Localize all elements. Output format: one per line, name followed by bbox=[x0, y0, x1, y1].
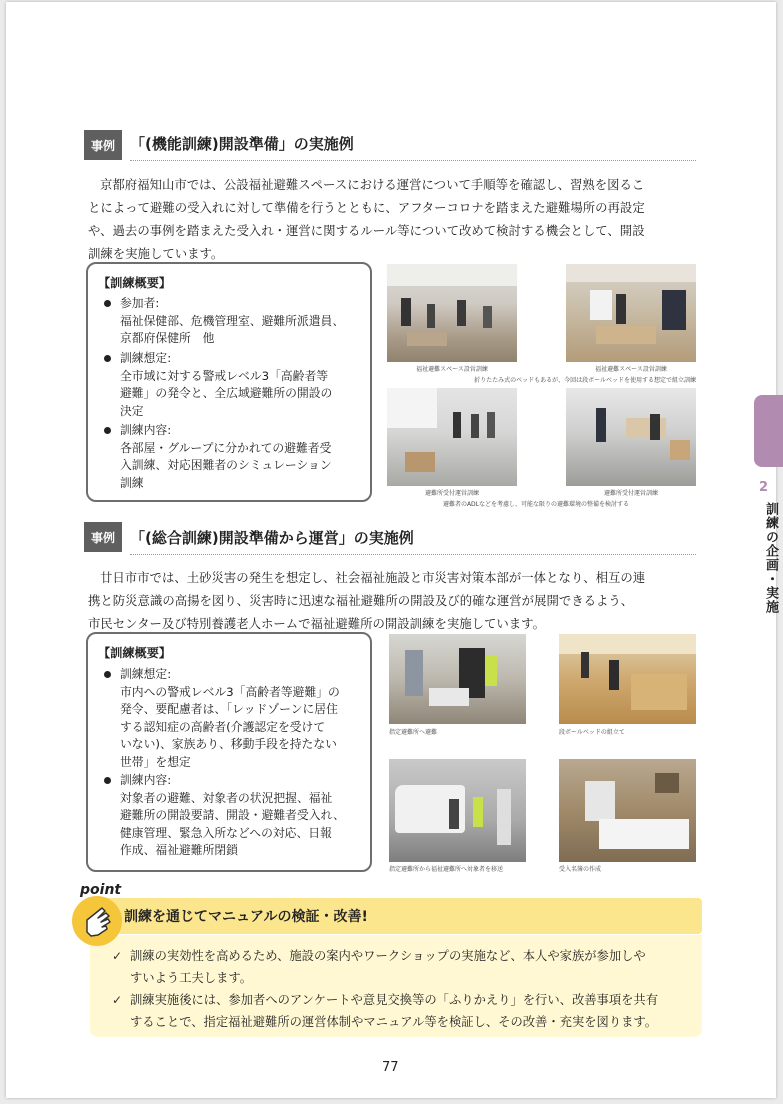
photo-note: 避難者のADLなどを考慮し、可能な限りの避難環境の整備を検討する bbox=[442, 501, 630, 508]
box-heading: 【訓練概要】 bbox=[98, 276, 172, 290]
point-title: 訓練を通じてマニュアルの検証・改善! bbox=[124, 909, 368, 925]
photo-caption: 福祉避難スペース設営訓練 bbox=[595, 366, 667, 373]
check-icon: ✓ bbox=[112, 949, 123, 963]
point-label: point bbox=[80, 882, 122, 898]
paragraph-line: 廿日市市では、土砂災害の発生を想定し、社会福祉施設と市災害対策本部が一体となり、相互の連 bbox=[100, 570, 646, 585]
bullet-icon bbox=[104, 300, 111, 307]
bullet-icon bbox=[104, 671, 111, 678]
summary-item: 参加者: 福祉保健部、危機管理室、避難所派遣員、 京都府保健所 他 bbox=[104, 295, 344, 348]
training-photo bbox=[559, 759, 696, 862]
paragraph-line: 京都府福知山市では、公設福祉避難スペースにおける運営について手順等を確認し、習熟を図るこ bbox=[100, 177, 645, 192]
photo-caption: 避難所受付運営訓練 bbox=[424, 490, 479, 497]
point-item: ✓ 訓練の実効性を高めるため、施設の案内やワークショップの実施など、本人や家族が参加しや すいよう工夫します。 bbox=[112, 945, 646, 989]
example-tag: 事例 bbox=[84, 522, 122, 552]
training-summary-box bbox=[86, 262, 372, 502]
bullet-icon bbox=[104, 427, 111, 434]
paragraph-line: 訓練を実施しています。 bbox=[88, 246, 224, 261]
bullet-icon bbox=[104, 355, 111, 362]
summary-item: 訓練内容: 対象者の避難、対象者の状況把握、福祉 避難所の開設要請、開設・避難者受入れ、 健康管理、緊急入所などへの対応、日報 作成、福祉避難所閉鎖 bbox=[104, 772, 345, 860]
hand-icon bbox=[72, 896, 122, 946]
chapter-number: 2 bbox=[759, 480, 769, 495]
example-tag: 事例 bbox=[84, 130, 122, 160]
photo-caption: 避難所受付運営訓練 bbox=[603, 490, 658, 497]
check-icon: ✓ bbox=[112, 993, 123, 1007]
divider bbox=[130, 160, 696, 161]
chapter-title: 訓練の企画・実施 bbox=[763, 502, 778, 614]
photo-caption: 段ボールベッドの組立て bbox=[559, 729, 625, 736]
training-photo bbox=[566, 264, 696, 362]
section-title: 「(機能訓練)開設準備」の実施例 bbox=[130, 135, 354, 153]
paragraph-line: や、過去の事例を踏まえた受入れ・運営に関するルール等について改めて検討する機会として、開設 bbox=[88, 223, 645, 238]
paragraph-line: 市民センター及び特別養護老人ホームで福祉避難所の開設訓練を実施しています。 bbox=[88, 616, 545, 631]
example1-paragraph bbox=[88, 173, 645, 265]
example2-paragraph bbox=[88, 566, 645, 635]
page-number: 77 bbox=[382, 1060, 399, 1075]
summary-item: 訓練想定: 全市域に対する警戒レベル3「高齢者等 避難」の発令と、全広域避難所の開設の 決定 bbox=[104, 350, 332, 420]
training-photo bbox=[387, 388, 517, 486]
training-photo bbox=[566, 388, 696, 486]
photo-caption: 受入名簿の作成 bbox=[559, 866, 602, 873]
photo-caption: 指定避難所から福祉避難所へ対象者を移送 bbox=[389, 866, 504, 873]
training-photo bbox=[389, 759, 526, 862]
photo-caption: 福祉避難スペース設営訓練 bbox=[416, 366, 488, 373]
photo-note: 折りたたみ式のベッドもあるが、今回は段ボールベッドを使用する想定で組立訓練 bbox=[474, 377, 696, 384]
summary-item: 訓練内容: 各部屋・グループに分かれての避難者受 入訓練、対応困難者のシミュレーション 訓練 bbox=[104, 422, 332, 492]
chapter-tab bbox=[754, 395, 783, 467]
point-item: ✓ 訓練実施後には、参加者へのアンケートや意見交換等の「ふりかえり」を行い、改善事項を共有 することで、指定福祉避難所の運営体制やマニュアル等を検証し、その改善・充実を図ります。 bbox=[112, 989, 658, 1033]
divider bbox=[130, 554, 696, 555]
training-summary-box bbox=[86, 632, 372, 872]
training-photo bbox=[389, 634, 526, 724]
section-title: 「(総合訓練)開設準備から運営」の実施例 bbox=[130, 529, 414, 547]
paragraph-line: 携と防災意識の高揚を図り、災害時に迅速な福祉避難所の開設及び的確な運営が展開できるよう、 bbox=[88, 593, 634, 608]
photo-caption: 指定避難所へ避難 bbox=[389, 729, 438, 736]
bullet-icon bbox=[104, 777, 111, 784]
training-photo bbox=[387, 264, 517, 362]
summary-item: 訓練想定: 市内への警戒レベル3「高齢者等避難」の 発令、要配慮者は、「レッドゾーンに居住 する認知症の高齢者(介護認定を受けて いない)、家族あり、移動手段を持たない 世帯」を想定 bbox=[104, 666, 340, 772]
document-page bbox=[6, 2, 776, 1098]
paragraph-line: とによって避難の受入れに対して準備を行うとともに、アフターコロナを踏まえた避難場所の再設定 bbox=[88, 200, 645, 215]
box-heading: 【訓練概要】 bbox=[98, 646, 172, 660]
training-photo bbox=[559, 634, 696, 724]
